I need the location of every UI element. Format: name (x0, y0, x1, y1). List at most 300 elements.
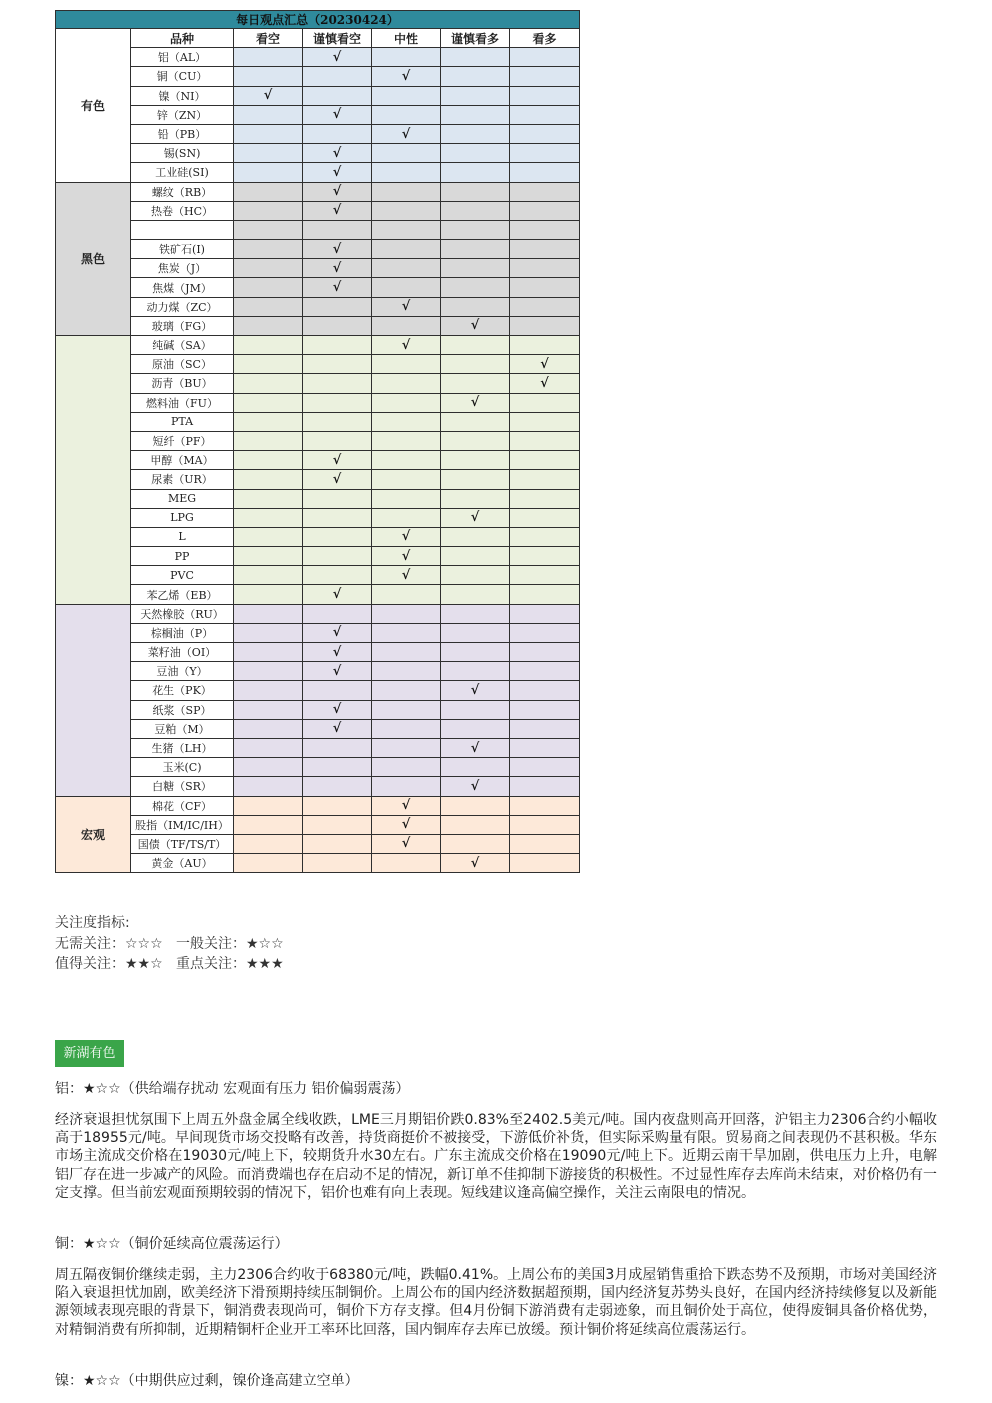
variety-name: L (131, 527, 234, 546)
variety-name: 短纤（PF） (131, 431, 234, 450)
table-row (56, 355, 580, 374)
view-cell (234, 316, 303, 335)
table-row (56, 815, 580, 834)
view-cell (510, 738, 580, 757)
company-tag: 新湖有色 (55, 1040, 124, 1067)
view-cell (303, 220, 372, 239)
view-cell (234, 662, 303, 681)
table-row (56, 124, 580, 143)
view-cell (441, 834, 510, 853)
view-cell (441, 355, 510, 374)
variety-name: 棕榈油（P） (131, 623, 234, 642)
view-cell (441, 470, 510, 489)
variety-name: LPG (131, 508, 234, 527)
table-row (56, 470, 580, 489)
view-cell (303, 374, 372, 393)
view-cell (303, 815, 372, 834)
view-cell (372, 144, 441, 163)
view-cell (234, 124, 303, 143)
view-cell (441, 374, 510, 393)
view-cell (441, 86, 510, 105)
view-cell (303, 393, 372, 412)
view-cell (372, 86, 441, 105)
table-row (56, 700, 580, 719)
table-row (56, 374, 580, 393)
view-cell (510, 815, 580, 834)
view-cell (234, 834, 303, 853)
view-cell (303, 86, 372, 105)
variety-name: 纯碱（SA） (131, 336, 234, 355)
view-check-mark: √ (303, 182, 372, 201)
table-row (56, 758, 580, 777)
view-cell (372, 240, 441, 259)
table-row (56, 412, 580, 431)
view-cell (441, 48, 510, 67)
view-cell (441, 662, 510, 681)
aluminum-heading: 铝：★☆☆（供给端存扰动 宏观面有压力 铝价偏弱震荡） (55, 1081, 410, 1097)
view-cell (234, 758, 303, 777)
variety-name: 原油（SC） (131, 355, 234, 374)
view-cell (234, 451, 303, 470)
variety-name: 菜籽油（OI） (131, 643, 234, 662)
view-cell (441, 527, 510, 546)
view-cell (510, 566, 580, 585)
view-cell (372, 738, 441, 757)
view-cell (303, 547, 372, 566)
view-cell (441, 182, 510, 201)
view-cell (510, 48, 580, 67)
view-cell (303, 316, 372, 335)
table-row (56, 105, 580, 124)
table-row (56, 681, 580, 700)
view-check-mark: √ (372, 124, 441, 143)
table-row (56, 854, 580, 873)
table-row (56, 201, 580, 220)
variety-name: 铜（CU） (131, 67, 234, 86)
variety-name: MEG (131, 489, 234, 508)
view-cell (234, 259, 303, 278)
table-title-row (56, 11, 580, 29)
header-cautious-bearish: 谨慎看空 (303, 29, 372, 48)
view-cell (234, 489, 303, 508)
view-cell (234, 738, 303, 757)
view-cell (234, 508, 303, 527)
group-label-macro: 宏观 (56, 796, 131, 873)
table-row (56, 86, 580, 105)
view-cell (441, 201, 510, 220)
view-cell (372, 700, 441, 719)
table-title: 每日观点汇总（20230424） (56, 11, 580, 29)
variety-name: 白糖（SR） (131, 777, 234, 796)
view-check-mark: √ (372, 527, 441, 546)
view-cell (303, 431, 372, 450)
view-cell (234, 719, 303, 738)
view-cell (510, 527, 580, 546)
view-cell (441, 451, 510, 470)
variety-name: 甲醇（MA） (131, 451, 234, 470)
table-row (56, 527, 580, 546)
view-cell (372, 643, 441, 662)
view-cell (372, 681, 441, 700)
view-cell (303, 124, 372, 143)
view-cell (234, 201, 303, 220)
table-row (56, 163, 580, 182)
view-cell (234, 815, 303, 834)
view-check-mark: √ (441, 854, 510, 873)
variety-name: 股指（IM/IC/IH） (131, 815, 234, 834)
table-row (56, 297, 580, 316)
view-cell (441, 105, 510, 124)
view-cell (303, 738, 372, 757)
table-row (56, 604, 580, 623)
view-cell (510, 854, 580, 873)
view-cell (441, 336, 510, 355)
view-cell (441, 220, 510, 239)
view-cell (441, 547, 510, 566)
table-row (56, 259, 580, 278)
view-cell (510, 643, 580, 662)
header-cautious-bullish: 谨慎看多 (441, 29, 510, 48)
variety-name: 铁矿石(I) (131, 240, 234, 259)
view-cell (510, 431, 580, 450)
table-row (56, 834, 580, 853)
variety-name: PP (131, 547, 234, 566)
view-cell (234, 105, 303, 124)
variety-name: 豆粕（M） (131, 719, 234, 738)
variety-name: 黄金（AU） (131, 854, 234, 873)
view-cell (510, 259, 580, 278)
view-check-mark: √ (303, 259, 372, 278)
view-cell (441, 67, 510, 86)
view-cell (234, 412, 303, 431)
variety-name: 尿素（UR） (131, 470, 234, 489)
view-cell (303, 604, 372, 623)
view-check-mark: √ (303, 240, 372, 259)
view-cell (234, 681, 303, 700)
view-cell (234, 566, 303, 585)
view-cell (234, 547, 303, 566)
table-row (56, 643, 580, 662)
group-label-agricultural (56, 604, 131, 796)
table-row (56, 585, 580, 604)
view-cell (372, 777, 441, 796)
view-check-mark: √ (303, 470, 372, 489)
view-cell (372, 259, 441, 278)
view-cell (441, 259, 510, 278)
view-check-mark: √ (372, 815, 441, 834)
nickel-heading: 镍：★☆☆（中期供应过剩，镍价逢高建立空单） (55, 1373, 359, 1389)
view-check-mark: √ (303, 48, 372, 67)
view-cell (510, 662, 580, 681)
view-cell (510, 316, 580, 335)
view-cell (234, 777, 303, 796)
view-cell (441, 412, 510, 431)
view-cell (510, 700, 580, 719)
view-cell (441, 278, 510, 297)
view-cell (441, 240, 510, 259)
view-cell (441, 796, 510, 815)
view-cell (441, 815, 510, 834)
view-cell (510, 144, 580, 163)
view-cell (510, 240, 580, 259)
view-check-mark: √ (303, 105, 372, 124)
variety-name: 镍（NI） (131, 86, 234, 105)
view-check-mark: √ (303, 278, 372, 297)
view-cell (372, 719, 441, 738)
view-cell (372, 278, 441, 297)
view-cell (441, 124, 510, 143)
view-cell (510, 681, 580, 700)
copper-heading: 铜：★☆☆（铜价延续高位震荡运行） (55, 1236, 289, 1252)
view-cell (234, 643, 303, 662)
view-cell (234, 527, 303, 546)
view-cell (441, 144, 510, 163)
view-check-mark: √ (510, 355, 580, 374)
view-cell (372, 662, 441, 681)
variety-name: 铅（PB） (131, 124, 234, 143)
table-header-row (56, 29, 580, 48)
table-row (56, 220, 580, 239)
table-row (56, 67, 580, 86)
view-cell (510, 604, 580, 623)
view-cell (510, 412, 580, 431)
view-check-mark: √ (441, 393, 510, 412)
table-row (56, 182, 580, 201)
view-cell (441, 566, 510, 585)
variety-name: 锡(SN) (131, 144, 234, 163)
view-check-mark: √ (303, 585, 372, 604)
view-cell (372, 163, 441, 182)
view-cell (372, 412, 441, 431)
variety-name: 焦煤（JM） (131, 278, 234, 297)
attention-line-2: 值得关注：★★☆ 重点关注：★★★ (55, 956, 284, 972)
view-check-mark: √ (303, 719, 372, 738)
view-cell (234, 48, 303, 67)
view-check-mark: √ (372, 566, 441, 585)
variety-name: 热卷（HC） (131, 201, 234, 220)
variety-name: 花生（PK） (131, 681, 234, 700)
view-cell (510, 67, 580, 86)
view-cell (234, 393, 303, 412)
view-cell (510, 777, 580, 796)
view-cell (234, 297, 303, 316)
view-cell (234, 355, 303, 374)
view-cell (234, 220, 303, 239)
view-cell (303, 681, 372, 700)
view-cell (510, 470, 580, 489)
view-cell (234, 623, 303, 642)
view-check-mark: √ (372, 547, 441, 566)
view-cell (303, 67, 372, 86)
view-check-mark: √ (441, 777, 510, 796)
group-label-nonferrous: 有色 (56, 29, 131, 183)
table-row (56, 777, 580, 796)
view-cell (510, 220, 580, 239)
table-row (56, 144, 580, 163)
view-cell (372, 393, 441, 412)
table-row (56, 451, 580, 470)
view-cell (510, 547, 580, 566)
table-row (56, 508, 580, 527)
variety-name: 国债（TF/TS/T） (131, 834, 234, 853)
view-cell (372, 201, 441, 220)
view-cell (372, 220, 441, 239)
view-cell (372, 623, 441, 642)
view-cell (234, 163, 303, 182)
view-cell (234, 854, 303, 873)
view-cell (510, 86, 580, 105)
variety-name: 生猪（LH） (131, 738, 234, 757)
view-cell (372, 48, 441, 67)
view-cell (303, 758, 372, 777)
view-cell (372, 470, 441, 489)
view-cell (441, 700, 510, 719)
view-cell (372, 374, 441, 393)
view-cell (441, 431, 510, 450)
view-check-mark: √ (441, 738, 510, 757)
view-check-mark: √ (441, 508, 510, 527)
view-check-mark: √ (372, 834, 441, 853)
view-check-mark: √ (303, 643, 372, 662)
view-cell (234, 431, 303, 450)
view-cell (372, 585, 441, 604)
view-cell (234, 67, 303, 86)
view-cell (441, 163, 510, 182)
view-cell (372, 508, 441, 527)
view-cell (510, 182, 580, 201)
view-cell (234, 144, 303, 163)
view-cell (441, 604, 510, 623)
group-label-energy-chemical (56, 336, 131, 605)
table-row (56, 489, 580, 508)
view-cell (510, 105, 580, 124)
view-check-mark: √ (372, 796, 441, 815)
group-label-ferrous: 黑色 (56, 182, 131, 336)
variety-name: 玉米(C) (131, 758, 234, 777)
view-cell (441, 758, 510, 777)
view-cell (372, 431, 441, 450)
view-check-mark: √ (303, 201, 372, 220)
view-cell (234, 604, 303, 623)
view-cell (510, 585, 580, 604)
view-cell (510, 623, 580, 642)
table-row (56, 48, 580, 67)
view-cell (234, 278, 303, 297)
header-neutral: 中性 (372, 29, 441, 48)
variety-name: 螺纹（RB） (131, 182, 234, 201)
view-cell (303, 777, 372, 796)
variety-name: 焦炭（J） (131, 259, 234, 278)
view-check-mark: √ (234, 86, 303, 105)
view-check-mark: √ (303, 144, 372, 163)
view-cell (510, 393, 580, 412)
view-cell (234, 585, 303, 604)
view-cell (510, 124, 580, 143)
view-check-mark: √ (303, 700, 372, 719)
view-cell (234, 470, 303, 489)
variety-name: 沥青（BU） (131, 374, 234, 393)
view-cell (372, 316, 441, 335)
header-bearish: 看空 (234, 29, 303, 48)
variety-name: 棉花（CF） (131, 796, 234, 815)
view-check-mark: √ (303, 623, 372, 642)
view-cell (372, 489, 441, 508)
view-cell (510, 278, 580, 297)
view-cell (234, 796, 303, 815)
view-check-mark: √ (372, 336, 441, 355)
table-row (56, 316, 580, 335)
view-cell (372, 182, 441, 201)
view-cell (303, 297, 372, 316)
table-row (56, 566, 580, 585)
header-variety: 品种 (131, 29, 234, 48)
view-cell (510, 796, 580, 815)
table-row (56, 393, 580, 412)
view-cell (303, 834, 372, 853)
view-cell (441, 489, 510, 508)
view-cell (372, 105, 441, 124)
view-cell (510, 163, 580, 182)
view-cell (441, 719, 510, 738)
variety-name: 苯乙烯（EB） (131, 585, 234, 604)
variety-name: 锌（ZN） (131, 105, 234, 124)
view-check-mark: √ (441, 316, 510, 335)
view-cell (303, 355, 372, 374)
variety-name: 玻璃（FG） (131, 316, 234, 335)
view-cell (303, 508, 372, 527)
view-cell (510, 297, 580, 316)
view-cell (303, 796, 372, 815)
variety-name: PTA (131, 412, 234, 431)
variety-name (131, 220, 234, 239)
view-check-mark: √ (372, 297, 441, 316)
attention-legend (55, 913, 284, 975)
view-check-mark: √ (372, 67, 441, 86)
attention-title: 关注度指标: (55, 915, 130, 931)
daily-views-table (55, 10, 580, 873)
view-cell (234, 240, 303, 259)
view-cell (441, 643, 510, 662)
view-cell (372, 451, 441, 470)
view-cell (510, 719, 580, 738)
view-cell (372, 854, 441, 873)
variety-name: 天然橡胶（RU） (131, 604, 234, 623)
view-check-mark: √ (303, 451, 372, 470)
table-row (56, 662, 580, 681)
view-cell (510, 758, 580, 777)
view-cell (303, 489, 372, 508)
variety-name: 纸浆（SP） (131, 700, 234, 719)
view-cell (510, 336, 580, 355)
header-bullish: 看多 (510, 29, 580, 48)
aluminum-body: 经济衰退担忧氛围下上周五外盘金属全线收跌，LME三月期铝价跌0.83%至2402.5美元/吨。国内夜盘则高开回落，沪铝主力2306合约小幅收高于18955元/吨。早间现货市场交投略有改善，持货商挺价不被接受，下游低价补货，但实际采购量有限。贸易商之间表现仍不甚积极。华东市场主流成交价格在19030元/吨上下，较期货升水30左右。广东主流成交价格在19090元/吨上下。近期云南干旱加剧，供电压力上升，电解铝厂存在进一步减产的风险。而消费端也存在启动不足的情况，新订单不佳抑制下游接货的积极性。不过显性库存去库尚未结束，对价格仍有一定支撑。但当前宏观面预期较弱的情况下，铝价也难有向上表现。短线建议逢高偏空操作，关注云南限电的情况。 (55, 1112, 937, 1201)
table-row (56, 719, 580, 738)
table-row (56, 240, 580, 259)
table-row (56, 431, 580, 450)
view-cell (510, 489, 580, 508)
table-row (56, 738, 580, 757)
view-check-mark: √ (303, 662, 372, 681)
view-cell (234, 700, 303, 719)
view-cell (234, 336, 303, 355)
view-check-mark: √ (441, 681, 510, 700)
variety-name: PVC (131, 566, 234, 585)
variety-name: 铝（AL） (131, 48, 234, 67)
table-row (56, 623, 580, 642)
view-cell (372, 604, 441, 623)
view-cell (303, 854, 372, 873)
table-row (56, 547, 580, 566)
